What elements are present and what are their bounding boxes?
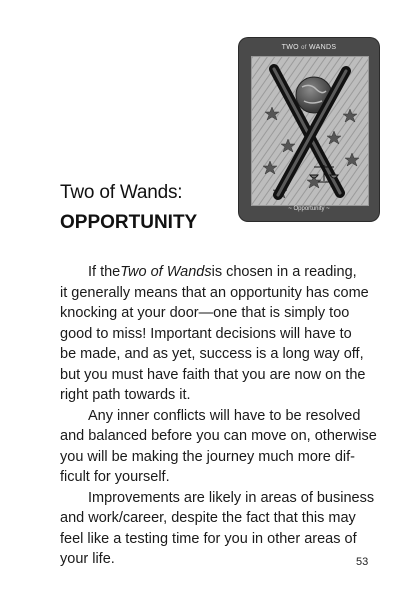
body-text <box>60 262 377 570</box>
card-artwork-svg <box>252 57 368 205</box>
text-line: and balanced before you can move on, otherwise <box>60 428 377 444</box>
text-line: ficult for yourself. <box>60 469 170 485</box>
text-line: right path towards it. <box>60 387 191 403</box>
card-title-prefix: TWO <box>281 44 299 51</box>
text-line: knocking at your door—one that is simply too <box>60 305 350 321</box>
card-artwork <box>251 56 369 206</box>
text-line: you will be making the journey much more dif- <box>60 448 355 465</box>
text-line: Improvements are likely in areas of business <box>88 489 375 506</box>
text-line: good to miss! Important decisions will have to <box>60 325 352 342</box>
text-line: If the Two of Wands is chosen in a reading, <box>88 264 357 280</box>
text-line: but you must have faith that you are now on the <box>60 366 366 383</box>
text-line: and work/career, despite the fact that this may <box>60 510 356 526</box>
card-label: ~ Opportunity ~ <box>288 206 330 212</box>
text-line: your life. <box>60 551 115 567</box>
section-heading-subtitle: OPPORTUNITY <box>60 212 198 233</box>
card-title <box>239 44 379 51</box>
text-line: it generally means that an opportunity has come <box>60 284 369 301</box>
section-heading-title: Two of Wands: <box>60 182 183 203</box>
tarot-card-illustration <box>239 38 379 221</box>
text-line: Any inner conflicts will have to be resolved <box>88 407 361 424</box>
card-title-suffix: WANDS <box>309 44 337 51</box>
text-line: feel like a testing time for you in other areas of <box>60 530 357 547</box>
card-title-of: of <box>301 45 307 51</box>
text-line: be made, and as yet, success is a long way off, <box>60 346 364 362</box>
page-number: 53 <box>356 556 369 568</box>
